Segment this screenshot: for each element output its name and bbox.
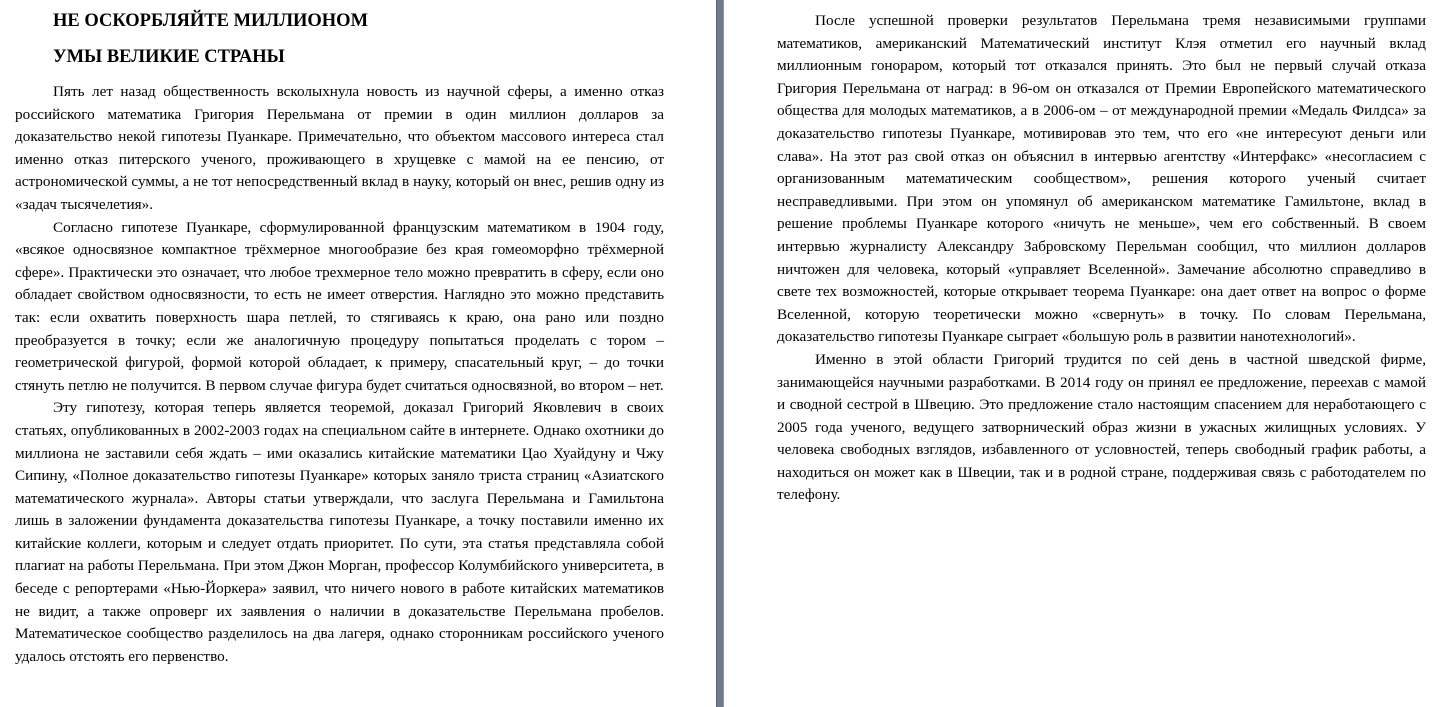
document-subtitle: УМЫ ВЕЛИКИЕ СТРАНЫ <box>53 47 285 67</box>
page-gutter <box>716 0 724 707</box>
paragraph-left-1: Пять лет назад общественность всколыхнула новость из научной сферы, а именно отказ российского математика Григория Перельмана от премии в один миллион долларов за доказательство некой гипотезы Пуанкаре. Примечательно, что объектом массового интереса стал именно отказ питерского ученого, проживающего в хрущевке с мамой на ее пенсию, от астрономической суммы, а не тот непосредственный вклад в науку, который он внес, решив одну из «задач тысячелетия». <box>15 83 664 213</box>
paragraph-right-1: После успешной проверки результатов Перельмана тремя независимыми группами математиков, американский Математический институт Клэя отметил его научный вклад миллионным гонораром, который тот отказался принять. Это был не первый случай отказа Григория Перельмана от наград: в 96-ом он отказался от Премии Европейского математического общества для молодых математиков, а в 2006-ом – от международной премии «Медаль Филдса» за доказательство гипотезы Пуанкаре, мотивировав это тем, что его «не интересуют деньги или слава». На этот раз свой отказ он объяснил в интервью агентству «Интерфакс» «несогласием с организованным математическим сообществом», решения которого ученый считает несправедливыми. При этом он упомянул об американском математике Гамильтоне, вклад в решение проблемы Пуанкаре которого «ничуть не меньше», чем его собственный. В своем интервью журналисту Александру Забровскому Перельман сообщил, что миллион долларов ничтожен для человека, который «управляет Вселенной». Замечание абсолютно справедливо в свете тех возможностей, которые открывает теорема Пуанкаре: она дает ответ на вопрос о форме Вселенной, которую теоретически можно «свернуть» в точку. По словам Перельмана, доказательство гипотезы Пуанкаре сыграет «большую роль в развитии нанотехнологий». <box>777 12 1426 346</box>
document-title: НЕ ОСКОРБЛЯЙТЕ МИЛЛИОНОМ <box>53 11 369 31</box>
paragraph-left-3: Эту гипотезу, которая теперь является теоремой, доказал Григорий Яковлевич в своих статьях, опубликованных в 2002-2003 годах на специальном сайте в интернете. Однако охотники до миллиона не заставили себя ждать – ими оказались китайские математики Цао Хуайдуну и Чжу Сипину, «Полное доказательство гипотезы Пуанкаре» которых заняло триста страниц «Азиатского математического журнала». Авторы статьи утверждали, что заслуга Перельмана и Гамильтона лишь в заложении фундамента доказательства гипотезы Пуанкаре, а точку поставили именно их китайские коллеги, которым и следует отдать приоритет. По сути, эта статья представляла собой плагиат на работы Перельмана. При этом Джон Морган, профессор Колумбийского университета, в беседе с репортерами «Нью-Йоркера» заявил, что ничего нового в работе китайских математиков не видит, а также опроверг их заявления о наличии в доказательстве Перельмана пробелов. Математическое сообщество разделилось на два лагеря, однако сторонникам российского ученого удалось отстоять его первенство. <box>15 399 664 665</box>
paragraph-right-2: Именно в этой области Григорий трудится по сей день в частной шведской фирме, занимающейся научными разработками. В 2014 году он принял ее предложение, переехав с мамой и сводной сестрой в Швецию. Это предложение стало настоящим спасением для неработающего с 2005 года ученого, ведущего затворнический образ жизни в ужасных жилищных условиях. У человека свободных взглядов, избавленного от условностей, теперь свободный график работы, а находиться он может как в Швеции, так и в родной стране, поддерживая связь с работодателем по телефону. <box>777 350 1426 504</box>
page-left <box>0 0 716 707</box>
page-right <box>724 0 1450 707</box>
paragraph-left-2: Согласно гипотезе Пуанкаре, сформулированной французским математиком в 1904 году, «всякое односвязное компактное трёхмерное многообразие без края гомеоморфно трёхмерной сфере». Практически это означает, что любое трехмерное тело можно превратить в сферу, если оно обладает свойством односвязности, то есть не имеет отверстия. Наглядно это можно представить так: если охватить поверхность шара петлей, то стягиваясь к краю, она рано или поздно преобразуется в точку; если же аналогичную процедуру попытаться проделать с тором – геометрической фигурой, формой которой обладает, к примеру, спасательный круг, – до точки стянуть петлю не получится. В первом случае фигура будет считаться односвязной, во втором – нет. <box>15 218 664 394</box>
